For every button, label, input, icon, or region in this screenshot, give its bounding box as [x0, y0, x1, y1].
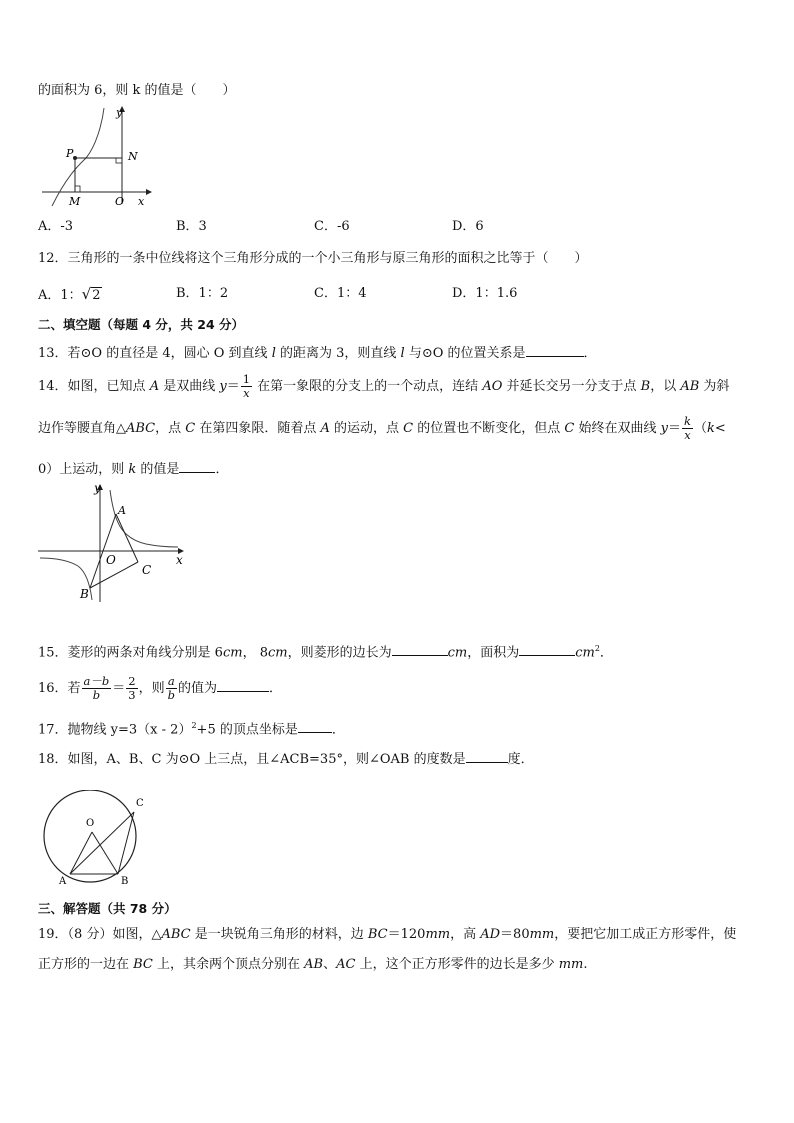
q13-var-l2: l — [400, 346, 405, 361]
q16-text: ，则 — [138, 681, 165, 696]
q19-text: 上，这个正方形零件的边长是多少 — [355, 957, 559, 972]
q11-option-b: B．3 — [176, 219, 207, 234]
q14-var: C — [564, 421, 575, 436]
q16-text: 的值为 — [178, 681, 218, 696]
answer-blank[interactable] — [217, 677, 269, 692]
q14-fig-label-c: C — [142, 563, 152, 577]
q11-fig-label-p: P — [66, 147, 74, 160]
q17-text: 17．抛物线 y=3（x - 2） — [38, 722, 192, 738]
q19-var: AC — [336, 957, 356, 972]
q14-text: 的位置也不断变化，但点 — [413, 421, 565, 436]
q15-superscript: 2 — [594, 644, 600, 653]
q14-text: 的值是 — [136, 462, 180, 477]
fraction-denominator: 3 — [128, 688, 136, 702]
answer-blank[interactable] — [298, 718, 332, 733]
q14-text: 0）上运动，则 — [38, 462, 129, 477]
q14-var: A — [149, 379, 160, 394]
q13-text-2: 的距离为 3，则直线 — [275, 346, 401, 361]
q12-option-a — [38, 285, 102, 305]
section-3-heading: 三、解答题（共 78 分） — [38, 901, 177, 916]
q15-text: ，面积为 — [467, 645, 520, 661]
q14-line-2 — [38, 412, 726, 446]
q16-end: ． — [269, 681, 283, 696]
q14-fig-label-y: y — [94, 481, 101, 495]
q19-unit: mm — [529, 927, 555, 942]
q14-line-3 — [38, 458, 228, 479]
q11-fig-label-n: N — [128, 150, 138, 163]
fraction-denominator: b — [167, 688, 175, 702]
q13-var-l: l — [271, 346, 276, 361]
q19-end: . — [583, 957, 588, 972]
q18-end: 度． — [507, 752, 534, 767]
q14-var: C — [185, 421, 196, 436]
q15-unit: cm — [447, 645, 468, 661]
q16-line — [38, 672, 282, 706]
q14-var: AO — [482, 379, 503, 394]
q12-option-c: C．1：4 — [314, 286, 367, 301]
q18-line — [38, 748, 534, 769]
fraction-1-over-x — [241, 373, 252, 400]
q18-text: 18．如图，A、B、C 为⊙O 上三点，且∠ACB=35°，则∠OAB 的度数是 — [38, 752, 466, 767]
section-2-heading: 二、填空题（每题 4 分，共 24 分） — [38, 317, 245, 332]
q14-var: B — [640, 379, 651, 394]
fraction-numerator: k — [683, 414, 691, 428]
fraction-denominator: x — [684, 428, 691, 442]
q14-text: < — [714, 421, 726, 436]
q17-text: +5 的顶点坐标是 — [196, 722, 298, 738]
fraction-numerator: a－b — [83, 674, 110, 688]
q19-text: ，高 — [450, 927, 481, 942]
q18-figure — [38, 790, 148, 886]
q11-stem: 的面积为 6，则 k 的值是（ ） — [38, 83, 236, 98]
q19-text: 上，其余两个顶点分别在 — [152, 957, 305, 972]
q18-fig-label-o: O — [86, 818, 95, 829]
q11-fig-label-o: O — [115, 195, 125, 208]
q14-text: 边作等腰直角△ — [38, 421, 126, 436]
q14-fig-label-b: B — [80, 587, 89, 601]
q13-text-3: 与⊙O 的位置关系是 — [404, 346, 526, 361]
q19-var: BC — [133, 957, 153, 972]
q14-figure — [36, 480, 192, 604]
q14-text: ，以 — [650, 379, 681, 394]
q11-fig-label-x: x — [138, 195, 145, 208]
q14-text: 的运动，点 — [329, 421, 404, 436]
q14-text: ，点 — [155, 421, 186, 436]
fraction-a-minus-b-over-b — [82, 675, 112, 702]
q19-var: AD — [480, 927, 501, 942]
sqrt-sign-icon: √ — [81, 285, 92, 303]
q18-fig-label-a: A — [59, 876, 67, 886]
q19-line-2 — [38, 956, 588, 974]
q14-var: y — [219, 379, 227, 394]
fraction-numerator: 1 — [242, 372, 251, 386]
q14-var: k — [706, 421, 715, 436]
q11-figure — [38, 104, 158, 210]
q14-var: k — [128, 462, 137, 477]
q14-text: 是双曲线 — [159, 379, 220, 394]
q11-option-c: C．-6 — [314, 219, 350, 234]
fraction-denominator: b — [92, 688, 101, 702]
q19-var: ABC — [161, 927, 191, 942]
q18-fig-label-b: B — [121, 876, 129, 886]
q16-text: 16．若 — [38, 681, 81, 696]
q12-stem: 12．三角形的一条中位线将这个三角形分成的一个小三角形与原三角形的面积之比等于（ ） — [38, 251, 588, 266]
q14-var: A — [320, 421, 330, 436]
answer-blank[interactable] — [519, 641, 575, 656]
q17-superscript: 2 — [191, 721, 197, 730]
q14-line-1 — [38, 370, 729, 404]
answer-blank[interactable] — [466, 748, 508, 763]
answer-blank[interactable] — [392, 641, 448, 656]
q12-option-b: B．1：2 — [176, 286, 229, 301]
fraction-numerator: a — [167, 674, 175, 688]
q15-line — [38, 640, 613, 662]
q18-fig-label-c: C — [136, 798, 144, 809]
q17-end: ． — [331, 722, 345, 738]
q12-option-d: D．1：1.6 — [452, 286, 518, 301]
q19-text: ＝120 — [387, 927, 426, 942]
q19-text: ＝80 — [500, 927, 530, 942]
q14-fig-label-o: O — [106, 553, 116, 567]
fraction-2-over-3 — [126, 675, 137, 702]
q15-text: 15．菱形的两条对角线分别是 6 — [38, 645, 223, 661]
q17-line — [38, 717, 345, 739]
q14-fig-label-a: A — [118, 504, 126, 517]
q14-text: 在第一象限的分支上的一个动点，连结 — [253, 379, 483, 394]
q12-option-a-radicand: 2 — [92, 288, 101, 303]
q14-text: 始终在双曲线 — [574, 421, 661, 436]
q14-text: （ — [693, 421, 707, 436]
q19-var: BC — [367, 927, 388, 942]
q14-var: C — [403, 421, 414, 436]
q14-text: 为斜 — [699, 379, 730, 394]
q15-unit: cm — [222, 645, 243, 661]
q14-var: y — [660, 421, 668, 436]
q14-var: AB — [680, 379, 700, 394]
q11-option-d: D．6 — [452, 219, 484, 234]
q14-text: ＝ — [667, 421, 681, 436]
q19-line-1 — [38, 926, 736, 944]
q13-end: ． — [583, 346, 597, 361]
q15-text: ，则菱形的边长为 — [287, 645, 392, 661]
answer-blank[interactable] — [526, 342, 584, 357]
q14-text: 14．如图，已知点 — [38, 379, 150, 394]
q16-text: ＝ — [112, 681, 126, 696]
q13-text-1: 13．若⊙O 的直径是 4，圆心 O 到直线 — [38, 346, 272, 361]
fraction-denominator: x — [243, 386, 250, 400]
fraction-a-over-b — [166, 675, 177, 702]
q19-unit: mm — [558, 957, 584, 972]
q15-text: ， 8 — [242, 645, 268, 661]
q19-text: 19．（8 分）如图，△ — [38, 927, 162, 942]
answer-blank[interactable] — [179, 458, 215, 473]
q11-option-a: A．-3 — [38, 219, 74, 234]
q14-text: 并延长交另一分支于点 — [502, 379, 641, 394]
q14-end: ． — [215, 462, 229, 477]
q19-var: AB — [304, 957, 324, 972]
q14-text: 在第四象限．随着点 — [195, 421, 321, 436]
q14-text: ＝ — [226, 379, 240, 394]
q13-line — [38, 342, 597, 363]
q19-text: 是一块锐角三角形的材料，边 — [190, 927, 368, 942]
q19-text: ，要把它加工成正方形零件，使 — [554, 927, 737, 942]
q15-unit: cm — [575, 645, 595, 661]
q15-unit: cm — [267, 645, 288, 661]
q12-option-a-prefix: A．1： — [38, 288, 82, 303]
q15-end: ． — [599, 645, 613, 661]
q19-unit: mm — [425, 927, 451, 942]
fraction-k-over-x — [682, 415, 693, 442]
q14-var: ABC — [126, 421, 156, 436]
fraction-numerator: 2 — [128, 674, 136, 688]
q11-fig-label-y: y — [116, 106, 123, 119]
q14-fig-label-x: x — [176, 553, 183, 567]
q19-text: 、 — [323, 957, 337, 972]
q19-text: 正方形的一边在 — [38, 957, 134, 972]
q11-fig-label-m: M — [69, 195, 81, 208]
